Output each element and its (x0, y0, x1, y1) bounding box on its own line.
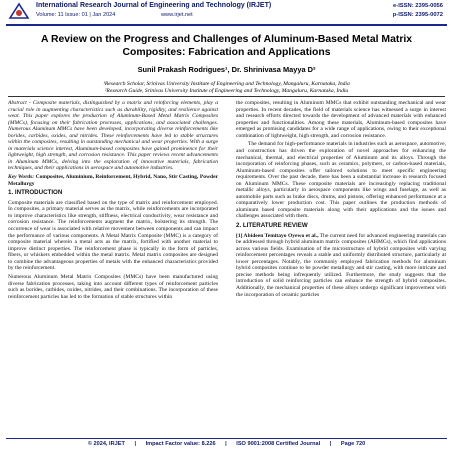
introduction-paragraph-4: The demand for high-performance materials in industries such as aerospace, automotive, and construction has driven the exploration of novel approaches for enhancing the mechanical, thermal, and electrical properties of Aluminum and its alloys. Through the incorporation of reinforcing phases, such as ceramics, polymers, or carbon-based materials, Aluminum-based composites offer tailored solutions to meet specific engineering requirements. Over the past decade, there has been a substantial increase in research focused on Aluminum MMCs. These composite materials are increasingly replacing traditional metallic alloys, particularly in aerospace components like wings and fuselage, as well as automobile parts such as brake discs, drums, and pistons, offering enhanced performance at a comparatively lower production cost. This paper outlines the production methods of aluminum based composite materials along with their applications and the issues and challenges associated with them. (236, 141, 446, 220)
footer-impact-factor: Impact Factor value: 8.226 (145, 441, 216, 447)
literature-review-heading: 2. LITERATURE REVIEW (236, 222, 308, 230)
journal-name: International Research Journal of Engineering and Technology (IRJET) (36, 2, 272, 9)
affiliation-1: ¹Research Scholar, Srinivas University Institute of Engineering and Technology, Mangaluru, Karnataka, India (103, 81, 350, 87)
header-rule (6, 24, 447, 26)
keywords-text: Composites, Aluminium, Reinforcement, Hybrid, Nano, Stir Casting, Powder Metallurgy (8, 174, 218, 187)
footer-page-number: Page 720 (340, 441, 366, 447)
volume-issue: Volume: 11 Issue: 01 | Jan 2024 (36, 12, 116, 18)
pissn: p-ISSN: 2395-0072 (392, 12, 443, 18)
introduction-paragraph-1: Composite materials are classified based on the type of matrix and reinforcement employed. In composites, a primary material serves as the matrix, while reinforcements are incorporated to improve characteristics like strength, stiffness, electrical conductivity, wear resistance and corrosion resistance. The reinforcements augment the matrix, bolstering its strength. The occurrence of wear is associated with relative movement between components and can impact the performance of various components. A Metal Matrix Composite (MMC) is a category of composite material wherein a metal acts as the matrix, fortified with another material to improve distinct properties. The reinforcement phase is typically in the form of particles, fibers, or whiskers embedded within the metal matrix. Metal matrix composites are designed to combine the advantageous properties of metals with the enhanced characteristics provided by the reinforcement. (8, 199, 218, 272)
introduction-heading: 1. INTRODUCTION (8, 189, 63, 197)
footer-copyright: © 2024, IRJET (87, 441, 125, 447)
journal-volume-issue (36, 12, 193, 18)
reference-text: The current need for advanced engineering materials can be addressed through hybrid aluminum matrix composites (AHMCs), which find applications across various fields. Examination of the microstructure of hybrid composites with varying reinforcement percentages reveals a stable and uniformly distributed structure, particularly at lower percentages. Notably, the commonly employed fabrication methods for aluminum hybrid composites continue to be powder metallurgy and stir casting, with more intricate and precise methods being infrequently utilized. Furthermore, the study suggests that the introduction of solid reinforcing particles can enhance the strength of hybrid composites. Additionally, the mechanical properties of these alloys undergo significant improvement with the incorporation of ceramic particles (236, 232, 446, 298)
issn-block (393, 2, 443, 20)
right-column (236, 100, 446, 300)
footer-iso: ISO 9001:2008 Certified Journal (236, 441, 321, 447)
title-rule (8, 96, 445, 97)
footer-separator: | (225, 441, 227, 447)
reference-lead: [1] Abideen Temitayo Oyewo et al., (236, 232, 319, 239)
footer-separator: | (134, 441, 137, 447)
paper-title: A Review on the Progress and Challenges of Aluminum-Based Metal Matrix Composites: Fabrication and Applications (40, 34, 413, 58)
literature-review-paragraph-1 (236, 233, 446, 298)
footer-rule (6, 438, 447, 439)
introduction-paragraph-3: the composites, resulting in Aluminum MMCs that exhibit outstanding mechanical and wear properties. In recent decades, the field of materials science has witnessed a surge in interest and research efforts directed towards the development of advanced materials with enhanced properties and functionalities. Among these materials, Aluminum-based composites have emerged as promising candidates for a wide range of applications, owing to their exceptional combination of lightweight, high strength, and corrosion resistance. (236, 100, 446, 139)
left-column (8, 100, 218, 302)
abstract: Abstract - Composite materials, distinguished by a matrix and reinforcing elements, play a crucial role in augmenting characteristics such as durability, rigidity, and resilience against wear. This paper explores the production of Aluminum-Based Metal Matrix Composites (MMCs), focusing on their fabrication processes, applications, and associated challenges. Numerous Aluminum MMCs have been developed, incorporating diverse reinforcements like borides, carbides, oxides, and nitrides. These reinforcements have led to stable structures within the composites, resulting in outstanding mechanical and wear properties. With a surge in materials science interest, Aluminum-based composites have gained prominence for their lightweight, high strength, and corrosion resistance. This paper reviews recent advancements in Aluminum MMCs, delving into the exploration of innovative materials, fabrication techniques, and their applications in aerospace and automotive industries. (8, 100, 218, 172)
journal-footer (8, 441, 445, 447)
journal-header (0, 0, 453, 24)
paper-authors: Sunil Prakash Rodrigues¹, Dr. Shrinivasa Mayya D² (137, 65, 316, 74)
keywords (8, 174, 218, 187)
eissn: e-ISSN: 2395-0056 (393, 3, 443, 9)
introduction-paragraph-2: Numerous Aluminum Metal Matrix Composites (MMCs) have been manufactured using diverse fabrication processes, taking into account different types of reinforcement particles such as borides, carbides, oxides, nitrides, and their combinations. The incorporation of these reinforcement particles has led to the formation of stable structures within (8, 274, 218, 300)
footer-separator: | (329, 441, 332, 447)
journal-url[interactable]: www.irjet.net (161, 12, 193, 18)
irjet-logo-icon (8, 2, 30, 21)
affiliation-2: ²Research Guide, Srinivas University Institute of Engineering and Technology, Mangaluru, Karnataka, India (104, 88, 349, 94)
keywords-label: Key Words: (8, 174, 35, 181)
